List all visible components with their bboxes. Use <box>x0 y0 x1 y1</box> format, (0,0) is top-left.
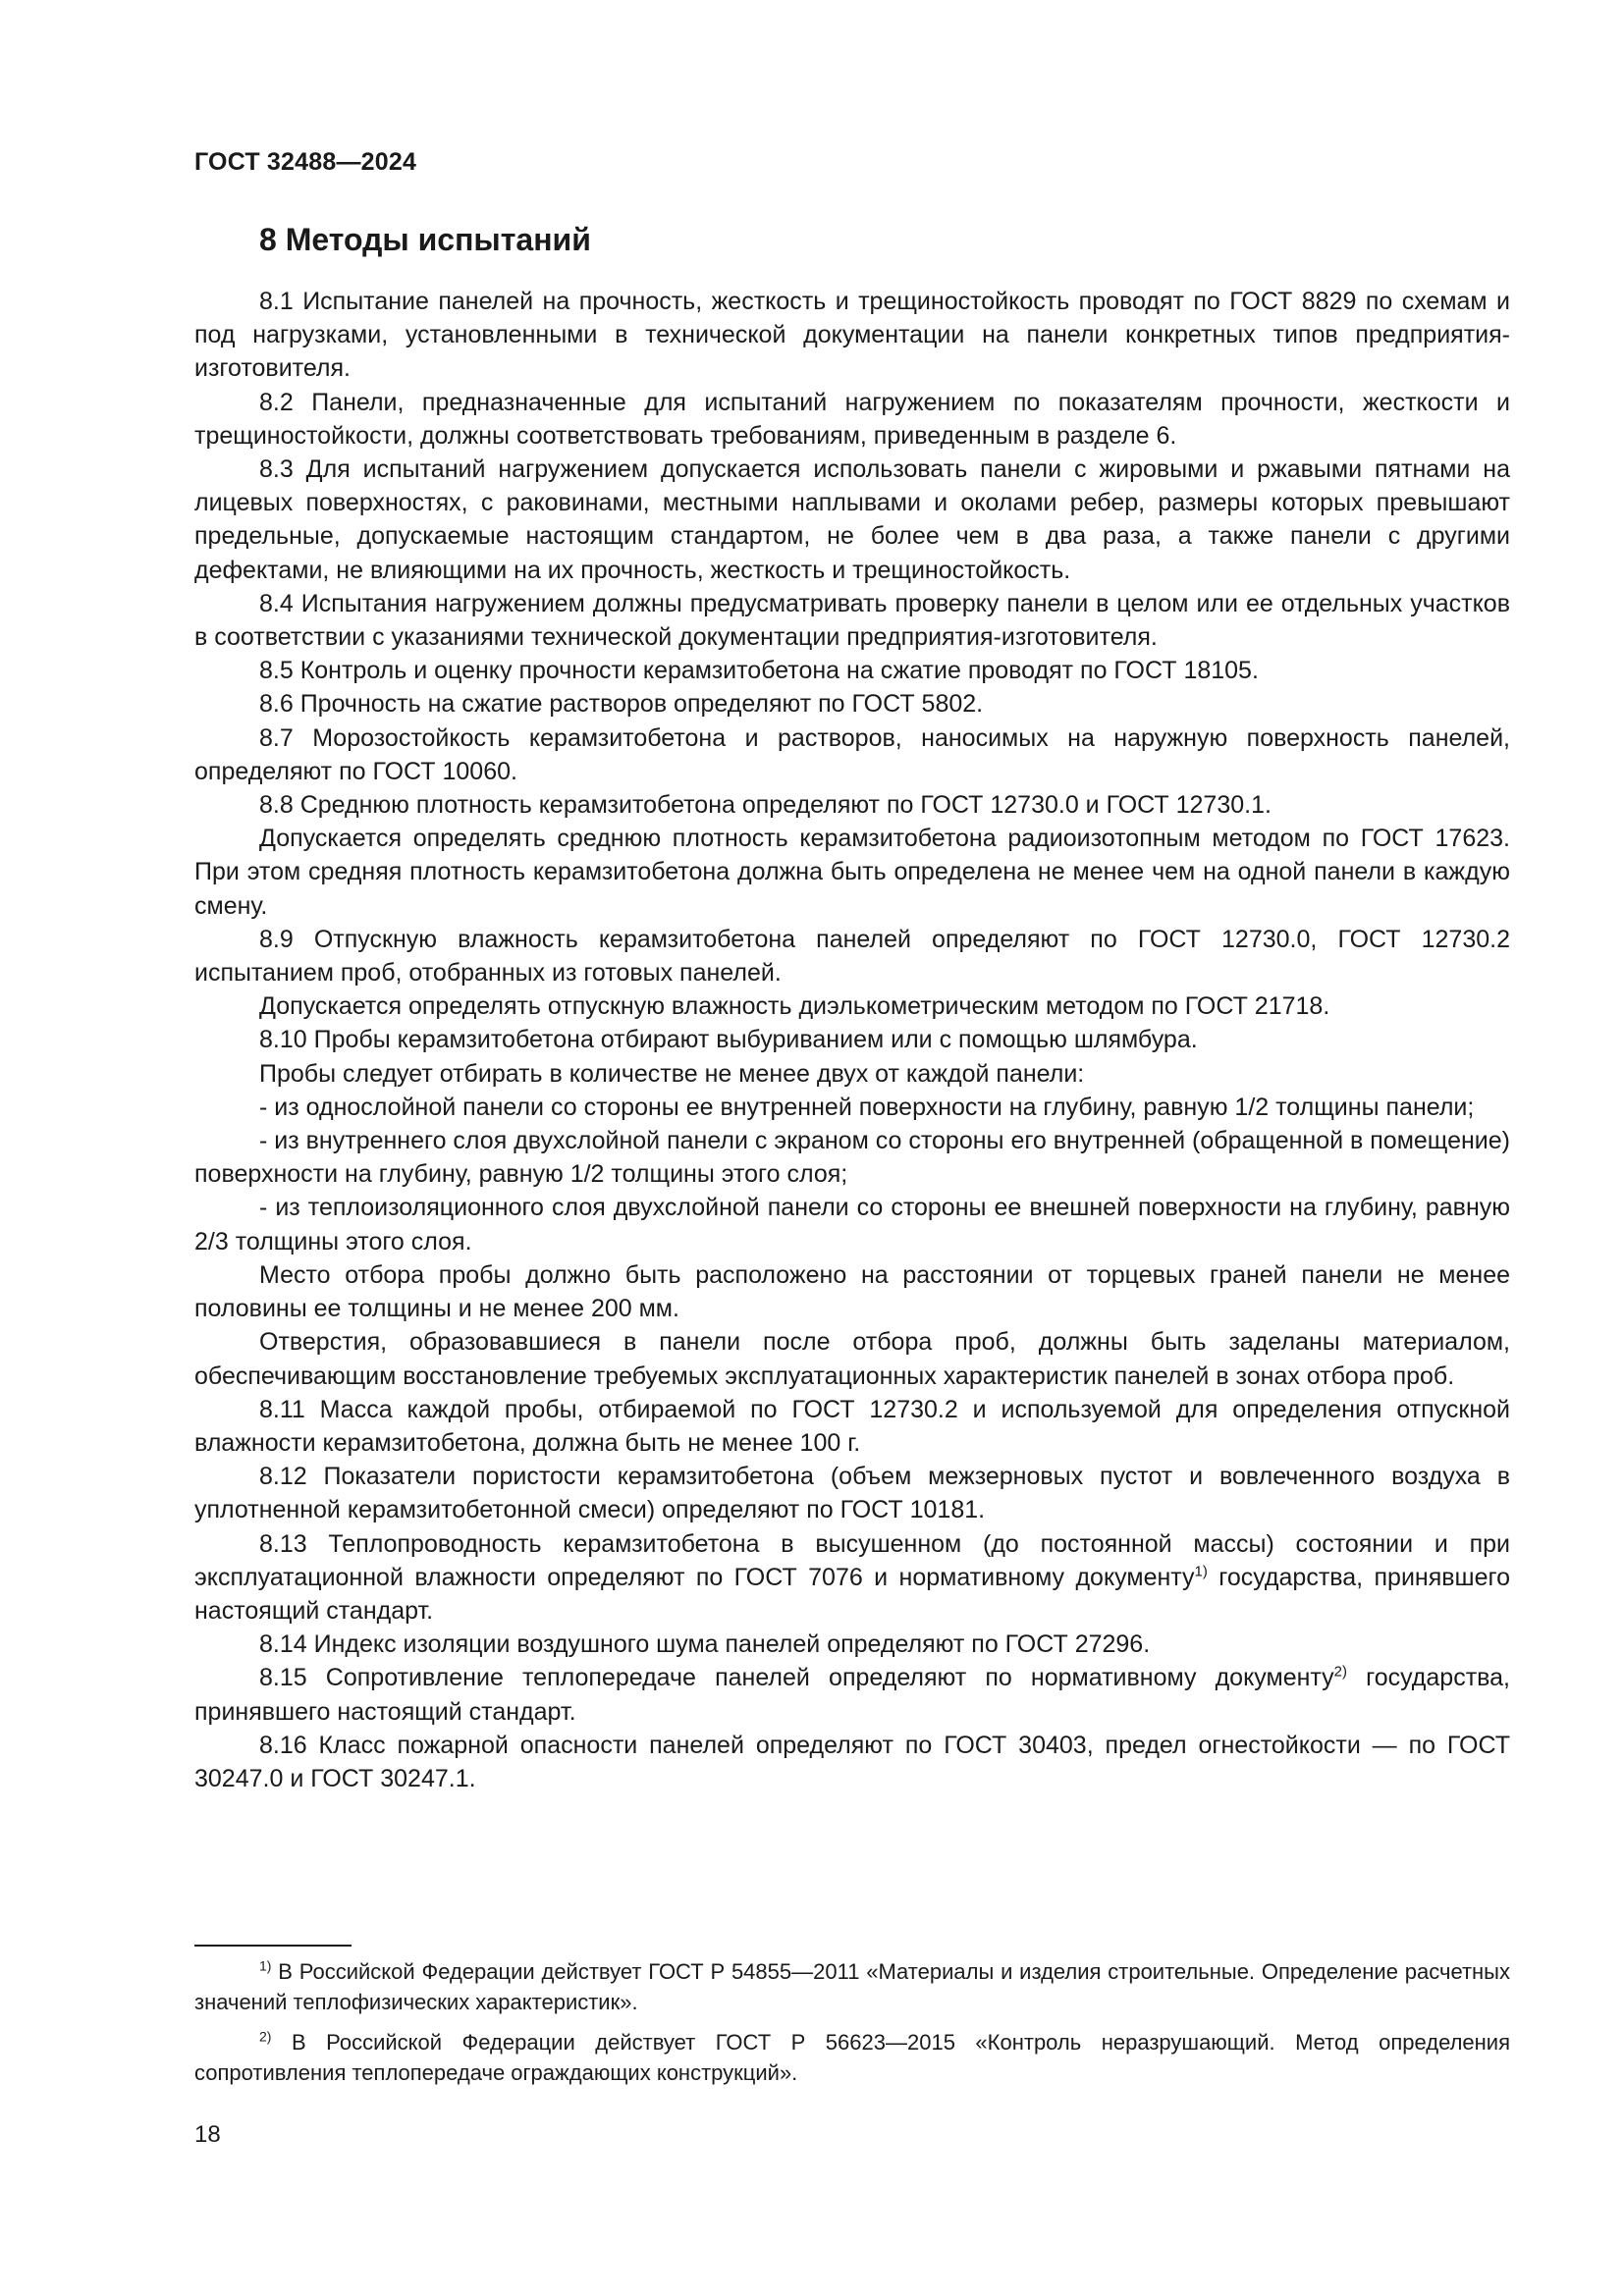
footnote-2-text: В Российской Федерации действует ГОСТ Р 56623—2015 «Контроль неразрушающий. Метод определения сопротивления теплопередаче ограждающих конструкций». <box>194 2030 1510 2085</box>
paragraph-8-9-note: Допускается определять отпускную влажность диэлькометрическим методом по ГОСТ 21718. <box>259 992 1330 1021</box>
list-item: - из теплоизоляционного слоя двухслойной панели со стороны ее внешней поверхности на глубину, равную 2/3 толщины этого слоя. <box>194 1194 1510 1255</box>
paragraph-8-10-intro: Пробы следует отбирать в количестве не менее двух от каждой панели: <box>259 1059 1085 1088</box>
paragraph-8-15-text-end: государства, принявшего настоящий стандарт. <box>194 1664 1510 1726</box>
footnote-1-text: В Российской Федерации действует ГОСТ Р 54855—2011 «Материалы и изделия строительные. Определение расчетных значений теплофизических характеристик». <box>194 1959 1510 2014</box>
paragraph-8-10-holes: Отверстия, образовавшиеся в панели после отбора проб, должны быть заделаны материалом, обеспечивающим восстановление требуемых эксплуатационных характеристик панелей в зонах отбора проб. <box>194 1328 1510 1390</box>
paragraph-8-2: 8.2 Панели, предназначенные для испытаний нагружением по показателям прочности, жесткости и трещиностойкости, должны соответствовать требованиям, приведенным в разделе 6. <box>194 388 1510 450</box>
footnote-reference-2: 2) <box>1333 1664 1347 1681</box>
footnote-2 <box>194 2027 1510 2088</box>
paragraph-8-11: 8.11 Масса каждой пробы, отбираемой по ГОСТ 12730.2 и используемой для определения отпускной влажности керамзитобетона, должна быть не менее 100 г. <box>194 1395 1510 1457</box>
section-title: 8 Методы испытаний <box>259 222 591 257</box>
paragraph-8-7: 8.7 Морозостойкость керамзитобетона и растворов, наносимых на наружную поверхность панелей, определяют по ГОСТ 10060. <box>194 723 1510 785</box>
paragraph-8-9: 8.9 Отпускную влажность керамзитобетона панелей определяют по ГОСТ 12730.0, ГОСТ 12730.2 испытанием проб, отобранных из готовых панелей. <box>194 925 1510 988</box>
footnote-reference-1: 1) <box>1194 1563 1208 1580</box>
paragraph-8-6: 8.6 Прочность на сжатие растворов определяют по ГОСТ 5802. <box>259 690 984 719</box>
footnote-1-mark: 1) <box>259 1957 272 1974</box>
paragraph-8-8: 8.8 Среднюю плотность керамзитобетона определяют по ГОСТ 12730.0 и ГОСТ 12730.1. <box>259 791 1272 820</box>
paragraph-8-1: 8.1 Испытание панелей на прочность, жесткость и трещиностойкость проводят по ГОСТ 8829 по схемам и под нагрузками, установленными в технической документации на панели конкретных типов предприятия-изготовителя. <box>194 288 1510 383</box>
footnote-1 <box>194 1956 1510 2017</box>
paragraph-8-13-text: 8.13 Теплопроводность керамзитобетона в высушенном (до постоянной массы) состоянии и при эксплуатационной влажности определяют по ГОСТ 7076 и нормативному документу <box>194 1529 1510 1591</box>
list-item: - из внутреннего слоя двухслойной панели с экраном со стороны его внутренней (обращенной в помещение) поверхности на глубину, равную 1/2 толщины этого слоя; <box>194 1127 1510 1189</box>
paragraph-8-10: 8.10 Пробы керамзитобетона отбирают выбуриванием или с помощью шлямбура. <box>259 1026 1198 1054</box>
paragraph-8-15-text: 8.15 Сопротивление теплопередаче панелей определяют по нормативному документу <box>259 1664 1334 1692</box>
footnote-divider <box>194 1945 352 1947</box>
paragraph-8-15 <box>194 1661 1510 1728</box>
paragraph-8-3: 8.3 Для испытаний нагружением допускается использовать панели с жировыми и ржавыми пятнами на лицевых поверхностях, с раковинами, местными наплывами и околами ребер, размеры которых превышают предельные, допускаемые настоящим стандартом, не более чем в два раза, а также панели с другими дефектами, не влияющими на их прочность, жесткость и трещиностойкость. <box>194 455 1510 584</box>
page-number: 18 <box>194 2121 221 2148</box>
footnote-2-mark: 2) <box>259 2028 272 2045</box>
paragraph-8-16: 8.16 Класс пожарной опасности панелей определяют по ГОСТ 30403, предел огнестойкости — по ГОСТ 30247.0 и ГОСТ 30247.1. <box>194 1731 1510 1792</box>
footnotes <box>194 1956 1510 2098</box>
paragraph-8-8-note: Допускается определять среднюю плотность керамзитобетона радиоизотопным методом по ГОСТ 17623. При этом средняя плотность керамзитобетона должна быть определена не менее чем на одной панели в каждую смену. <box>194 825 1510 920</box>
document-code-header: ГОСТ 32488—2024 <box>194 148 417 176</box>
paragraph-8-12: 8.12 Показатели пористости керамзитобетона (объем межзерновых пустот и вовлеченного воздуха в уплотненной керамзитобетонной смеси) определяют по ГОСТ 10181. <box>194 1463 1510 1524</box>
paragraph-8-14: 8.14 Индекс изоляции воздушного шума панелей определяют по ГОСТ 27296. <box>259 1630 1151 1659</box>
paragraph-8-4: 8.4 Испытания нагружением должны предусматривать проверку панели в целом или ее отдельных участков в соответствии с указаниями технической документации предприятия-изготовителя. <box>194 589 1510 652</box>
list-item: - из однослойной панели со стороны ее внутренней поверхности на глубину, равную 1/2 толщины панели; <box>259 1093 1475 1121</box>
paragraph-8-13-text-end: государства, принявшего настоящий стандарт. <box>194 1563 1510 1625</box>
paragraph-8-13 <box>194 1527 1510 1629</box>
paragraph-8-5: 8.5 Контроль и оценку прочности керамзитобетона на сжатие проводят по ГОСТ 18105. <box>259 657 1259 685</box>
paragraph-8-10-sampling-place: Место отбора пробы должно быть расположено на расстоянии от торцевых граней панели не менее половины ее толщины и не менее 200 мм. <box>194 1260 1510 1323</box>
section-body <box>194 285 1510 1795</box>
